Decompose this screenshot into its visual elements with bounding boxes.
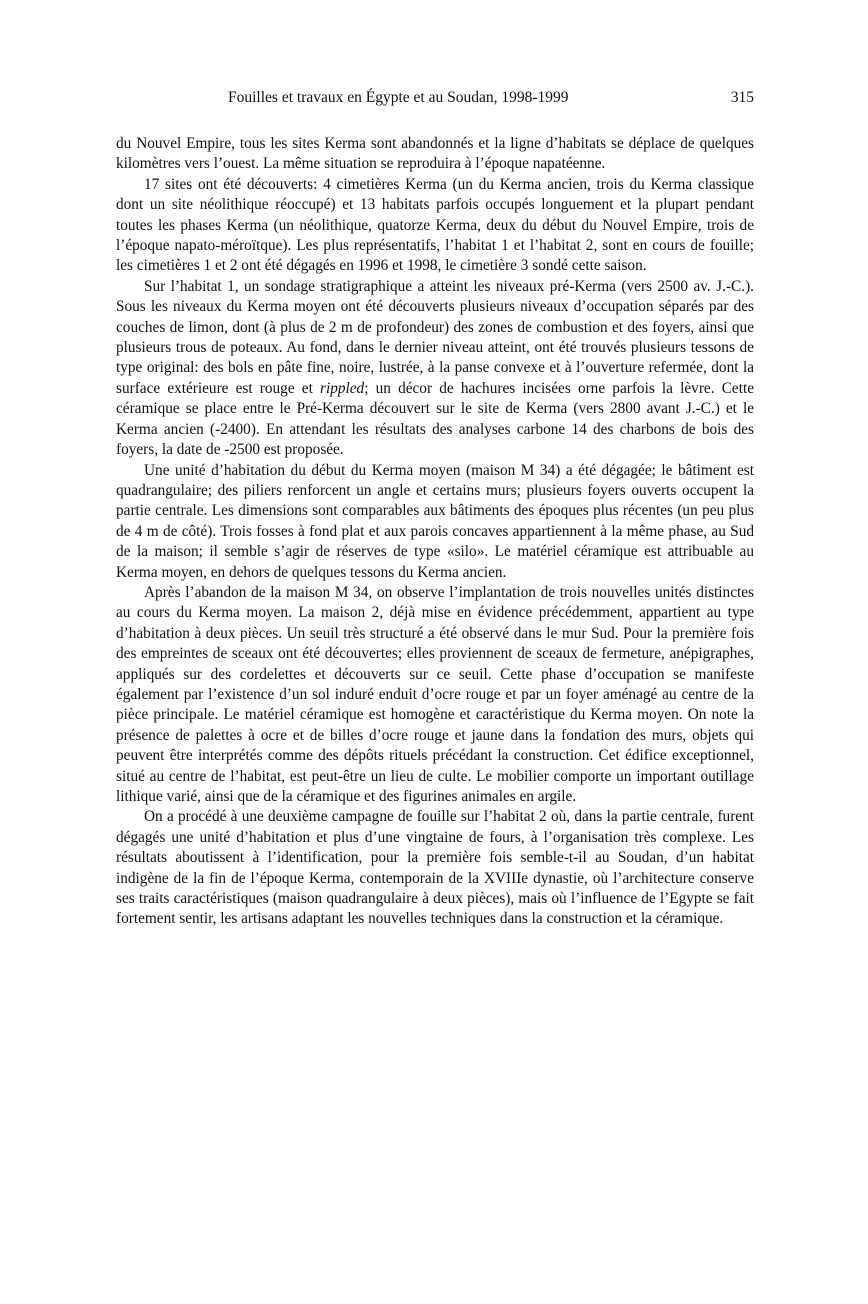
page-number: 315 <box>730 89 754 106</box>
document-page <box>116 88 754 930</box>
paragraph-sites: 17 sites ont été découverts: 4 cimetières Kerma (un du Kerma ancien, trois du Kerma classique dont un site néolithique réoccupé) et 13 habitats parfois occupés longuement et la plupart pendant toutes les phases Kerma (un néolithique, quatorze Kerma, deux du début du Nouvel Empire, trois de l’époque napato-méroïtque). Les plus représentatifs, l’habitat 1 et l’habitat 2, sont en cours de fouille; les cimetières 1 et 2 ont été dégagés en 1996 et 1998, le cimetière 3 sondé cette saison. <box>116 175 754 275</box>
paragraph-habitat-2: On a procédé à une deuxième campagne de fouille sur l’habitat 2 où, dans la partie centrale, furent dégagés une unité d’habitation et plus d’une vingtaine de fours, à l’organisation très complexe. Les résultats aboutissent à l’identification, pour la première fois semble-t-il au Soudan, d’un habitat indigène de la fin de l’époque Kerma, contemporain de la XVIIIe dynastie, où l’architecture conserve ses traits caractéristiques (maison quadrangulaire à deux pièces), mais où l’influence de l’Egypte se fait fortement sentir, les artisans adaptant les nouvelles techniques dans la construction et la céramique. <box>116 808 754 928</box>
paragraph-habitat-1 <box>116 277 754 461</box>
italic-term: rippled <box>320 379 365 397</box>
paragraph-habitat-1-part-1: Sur l’habitat 1, un sondage stratigraphique a atteint les niveaux pré-Kerma (vers 2500 av. J.-C.). Sous les niveaux du Kerma moyen ont été découverts plusieurs niveaux d’occupation séparés par des couches de limon, dont (à plus de 2 m de profondeur) des zones de combustion et des foyers, ainsi que plusieurs trous de poteaux. Au fond, dans le dernier niveau atteint, ont été trouvés plusieurs tessons de type original: des bols en pâte fine, noire, lustrée, à la panse convexe et à l’ouverture refermée, dont la surface extérieure est rouge et <box>116 277 754 397</box>
running-title: Fouilles et travaux en Égypte et au Soudan, 1998-1999 <box>228 89 569 106</box>
running-header <box>116 88 754 114</box>
paragraph-maison-m34: Une unité d’habitation du début du Kerma moyen (maison M 34) a été dégagée; le bâtiment est quadrangulaire; des piliers renforcent un angle et certains murs; plusieurs foyers ouverts occupent la partie centrale. Les dimensions sont comparables aux bâtiments des époques plus récentes (un peu plus de 4 m de côté). Trois fosses à fond plat et aux parois concaves appartiennent à la même phase, au Sud de la maison; il semble s’agir de réserves de type «silo». Le matériel céramique est attribuable au Kerma moyen, en dehors de quelques tessons du Kerma ancien. <box>116 461 754 581</box>
paragraph-habitat-1-part-2: ; un décor de hachures incisées orne parfois la lèvre. Cette céramique se place entre le Pré-Kerma découvert sur le site de Kerma (vers 2800 avant J.-C.) et le Kerma ancien (-2400). En attendant les résultats des analyses carbone 14 des charbons de bois des foyers, la date de -2500 est proposée. <box>116 379 754 459</box>
paragraph-continuation: du Nouvel Empire, tous les sites Kerma sont abandonnés et la ligne d’habitats se déplace de quelques kilomètres vers l’ouest. La même situation se reproduira à l’époque napatéenne. <box>116 135 754 173</box>
body-text <box>116 134 754 930</box>
paragraph-abandon: Après l’abandon de la maison M 34, on observe l’implantation de trois nouvelles unités distinctes au cours du Kerma moyen. La maison 2, déjà mise en évidence précédemment, appartient au type d’habitation à deux pièces. Un seuil très structuré a été observé dans le mur Sud. Pour la première fois des empreintes de sceaux ont été découvertes; elles proviennent de sceaux de fermeture, anépigraphes, appliqués sur des cordelettes et découverts sur ce seuil. Cette phase d’occupation se manifeste également par l’existence d’un sol induré enduit d’ocre rouge et par un foyer aménagé au centre de la pièce principale. Le matériel céramique est homogène et caractéristique du Kerma moyen. On note la présence de palettes à ocre et de billes d’ocre rouge et jaune dans la fondation des murs, objets qui peuvent être interprétés comme des dépôts rituels précédant la construction. Cet édifice exceptionnel, situé au centre de l’habitat, est peut-être un lieu de culte. Le mobilier comporte un important outillage lithique varié, ainsi que de la céramique et des figurines animales en argile. <box>116 583 754 805</box>
